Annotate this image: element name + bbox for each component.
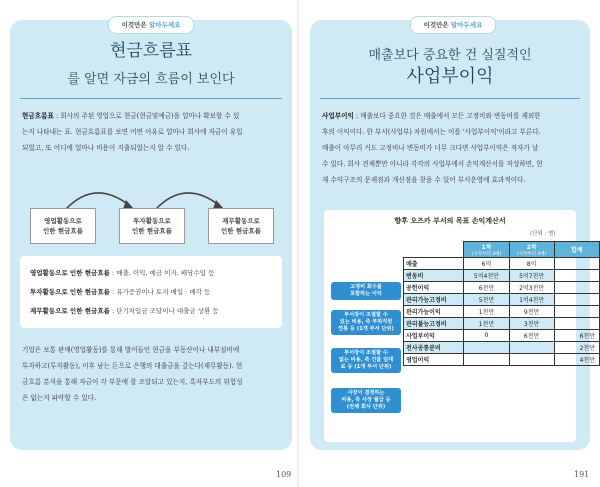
- para-line: 재 수익구조의 문제점과 개선점을 찾을 수 있어 부서운영에 효과적이다.: [322, 176, 526, 184]
- table-row: 매출 6억 8억: [404, 258, 600, 270]
- cashflow-list: [20, 256, 282, 328]
- flow-box-financing: [208, 208, 274, 244]
- flow-box-investing: [119, 208, 185, 244]
- table-row: 관리가능고정비 5천만 1억4천만: [404, 294, 600, 306]
- right-definition: [322, 108, 584, 188]
- header-col: 2차 (시작부터 4배): [509, 242, 554, 258]
- table-row: 사업부이익 0 6천만 6천만: [404, 330, 600, 342]
- left-definition: [22, 108, 284, 156]
- left-bottom-text: [22, 342, 286, 406]
- left-tab-label: [108, 16, 194, 34]
- para-line: 되었고, 또 어디에 얼마나 비용이 지출되었는지 알 수 있다.: [22, 144, 190, 152]
- right-subtitle: 사업부이익: [406, 66, 494, 87]
- para-line: 기업은 보통 판매(영업활동)를 통해 벌어들인 현금을 부동산이나 내부설비에: [22, 346, 240, 354]
- page-number-right: 191: [574, 470, 590, 479]
- para-line: 매출이 아무리 커도 고정비나 변동비가 너무 크다면 사업부이익은 적자가 날: [322, 144, 539, 152]
- table-header-row: [404, 242, 600, 258]
- flow-box-operating: [30, 208, 96, 244]
- left-subtitle: 를 알면 자금의 흐름이 보인다: [67, 72, 235, 87]
- tab-highlight: 알아두세요: [450, 21, 483, 29]
- tab-highlight: 알아두세요: [148, 21, 181, 29]
- para-line: 후의 이익이다. 한 부서(사업부) 차원에서는 이를 '사업부이익'이라고 부른다.: [322, 128, 541, 136]
- table-title: 향후 오즈카 부서의 목표 손익계산서: [394, 217, 506, 225]
- para-line: 수 있다. 회사 전체뿐만 아니라 각각의 사업부에서 손익계산서를 작성하면, 현: [322, 160, 543, 168]
- table-row: 전사공통분비 2천만: [404, 342, 600, 354]
- pl-table: [403, 241, 600, 366]
- para-line: 금흐름 분석을 통해 자금이 각 부문에 잘 조달되고 있는지, 흑자부도의 위험성: [22, 378, 243, 386]
- right-rule: [320, 98, 580, 99]
- list-item: 투자활동으로 인한 현금흐름 : 유가증권이나 토지 매입 · 매각 등: [30, 288, 211, 296]
- para-line: 사업부이익 : 매출보다 중요한 것은 매출에서 모든 고정비와 변동비를 제외한: [322, 112, 541, 120]
- table-row: 변동비 5억4천만 5억7천만: [404, 270, 600, 282]
- list-item: 재무활동으로 인한 현금흐름 : 단기차입금 조달이나 대출금 상환 등: [30, 307, 219, 315]
- header-col: 1차 (시작부터 3배): [464, 242, 509, 258]
- table-row: 영업이익 4천만: [404, 354, 600, 366]
- para-line: 현금흐름표 : 회사의 주된 영업으로 현금(현금및예금)을 얼마나 확보할 수 있: [22, 112, 240, 120]
- flow-label: 재무활동으로 인한 현금흐름: [221, 217, 261, 235]
- note-company: 사장이 결정하는 비용, 즉 사장 월급 등 (전체 회사 단위): [331, 388, 401, 413]
- page-number-left: 109: [276, 470, 292, 479]
- right-tab-label: [410, 16, 496, 34]
- right-title: 매출보다 중요한 건 실질적인: [368, 48, 532, 63]
- flow-label: 영업활동으로 인한 현금흐름: [43, 217, 83, 235]
- para-line: 는지 나타내는 표. 현금흐름표를 보면 어떤 이유로 얼마나 회사에 자금이 유입: [22, 128, 243, 136]
- note-uncontrollable: 부서장이 조절할 수 없는 비용, 즉 건물 임대 료 등 (1개 부서 단위): [331, 348, 401, 373]
- flow-label: 투자활동으로 인한 현금흐름: [132, 217, 172, 235]
- list-item: 영업활동으로 인한 현금흐름 : 매출, 이익, 예금 이자, 배당수입 등: [30, 269, 215, 277]
- tab-prefix: 이것만은: [423, 21, 451, 29]
- table-row: 공헌이익 6천만 2억3천만: [404, 282, 600, 294]
- table-row: 관리불능고정비 1천만 3천만: [404, 318, 600, 330]
- header-blank: [404, 242, 464, 258]
- tab-prefix: 이것만은: [121, 21, 149, 29]
- left-title: 현금흐름표: [109, 41, 193, 61]
- note-controllable: 부서장이 조절할 수 있는 비용, 즉 부하직원 연봉 등 (1개 부서 단위): [331, 310, 401, 335]
- para-line: 은 없는지 파악할 수 있다.: [22, 394, 97, 402]
- table-row: 관리가능이익 1천만 9천만: [404, 306, 600, 318]
- para-line: 투자하고(투자활동), 이후 남는 돈으로 은행의 대출금을 갚는다(재무활동). 현: [22, 362, 243, 370]
- header-col: 합계: [554, 242, 599, 258]
- table-unit: (단위 : 엔): [530, 231, 556, 237]
- note-contribution: 고정비 회수를 포함하는 이익: [331, 282, 401, 300]
- left-rule: [20, 98, 282, 99]
